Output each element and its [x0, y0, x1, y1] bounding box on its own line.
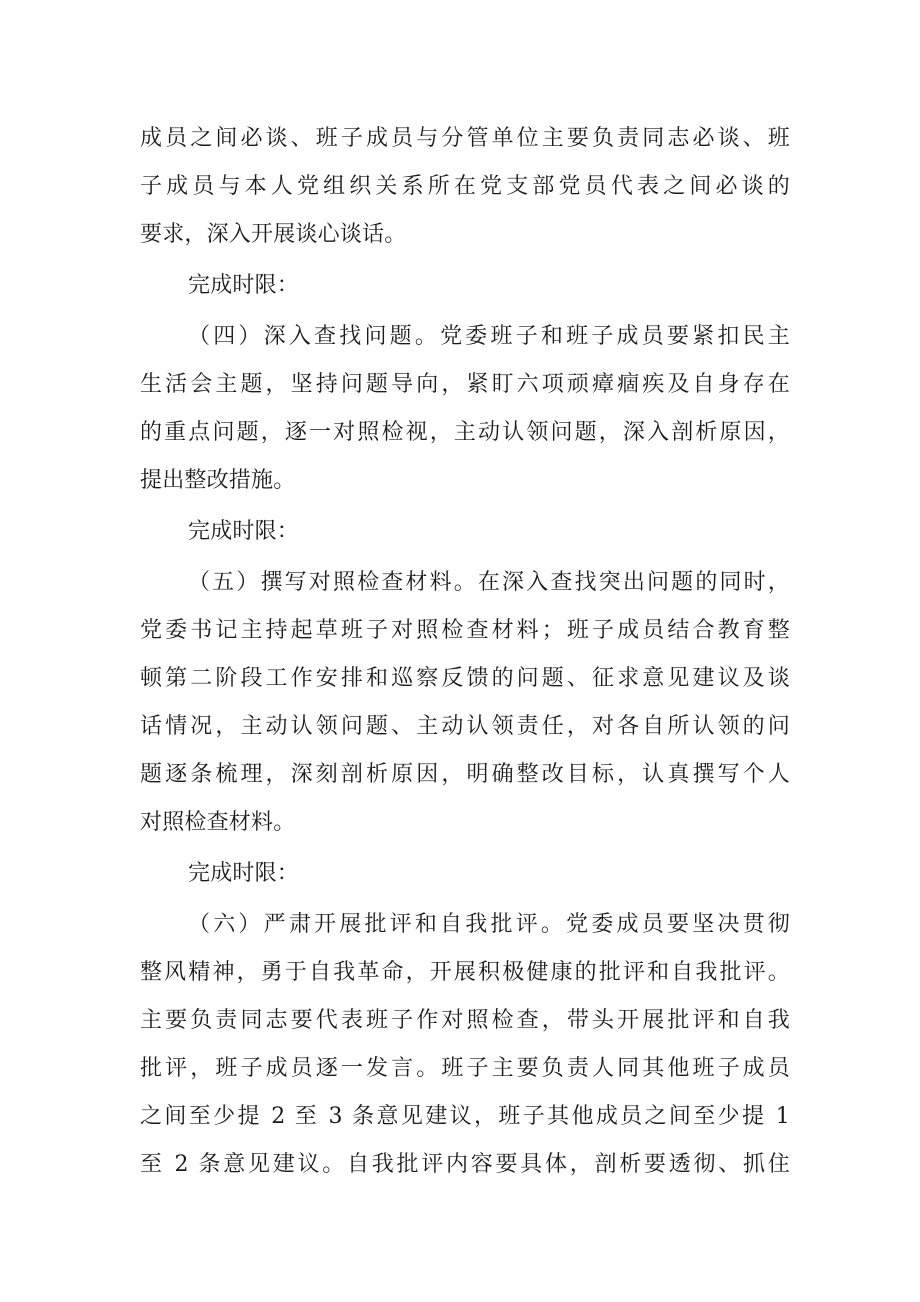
- body-line: 整风精神，勇于自我革命，开展积极健康的批评和自我批评。: [140, 960, 790, 985]
- body-line: 批评，班子成员逐一发言。班子主要负责人同其他班子成员: [140, 1056, 790, 1081]
- body-line: 成员之间必谈、班子成员与分管单位主要负责同志必谈、班: [140, 126, 790, 151]
- body-line: 话情况，主动认领问题、主动认领责任，对各自所认领的问: [140, 714, 790, 739]
- body-line: 的重点问题，逐一对照检视，主动认领问题，深入剖析原因，: [140, 420, 790, 445]
- body-line: 对照检查材料。: [140, 810, 296, 835]
- body-line: 生活会主题，坚持问题导向，紧盯六项顽瘴痼疾及自身存在: [140, 372, 790, 397]
- section-five-heading-line: （五）撰写对照检查材料。在深入查找突出问题的同时，: [188, 570, 790, 595]
- deadline-line: 完成时限：: [188, 273, 300, 298]
- body-line: 主要负责同志要代表班子作对照检查，带头开展批评和自我: [140, 1008, 790, 1033]
- body-line: 之间至少提 2 至 3 条意见建议，班子其他成员之间至少提 1: [140, 1104, 790, 1129]
- section-four-heading-line: （四）深入查找问题。党委班子和班子成员要紧扣民主: [188, 324, 790, 349]
- document-body: [140, 115, 790, 1189]
- body-line: 提出整改措施。: [140, 468, 296, 493]
- body-line: 至 2 条意见建议。自我批评内容要具体，剖析要透彻、抓住: [140, 1152, 790, 1177]
- body-line: 题逐条梳理，深刻剖析原因，明确整改目标，认真撰写个人: [140, 762, 790, 787]
- body-line: 要求，深入开展谈心谈话。: [140, 222, 407, 247]
- body-line: 党委书记主持起草班子对照检查材料；班子成员结合教育整: [140, 618, 790, 643]
- deadline-line: 完成时限：: [188, 519, 300, 544]
- body-line: 子成员与本人党组织关系所在党支部党员代表之间必谈的: [140, 174, 790, 199]
- section-six-heading-line: （六）严肃开展批评和自我批评。党委成员要坚决贯彻: [188, 912, 790, 937]
- body-line: 顿第二阶段工作安排和巡察反馈的问题、征求意见建议及谈: [140, 666, 790, 691]
- deadline-line: 完成时限：: [188, 861, 300, 886]
